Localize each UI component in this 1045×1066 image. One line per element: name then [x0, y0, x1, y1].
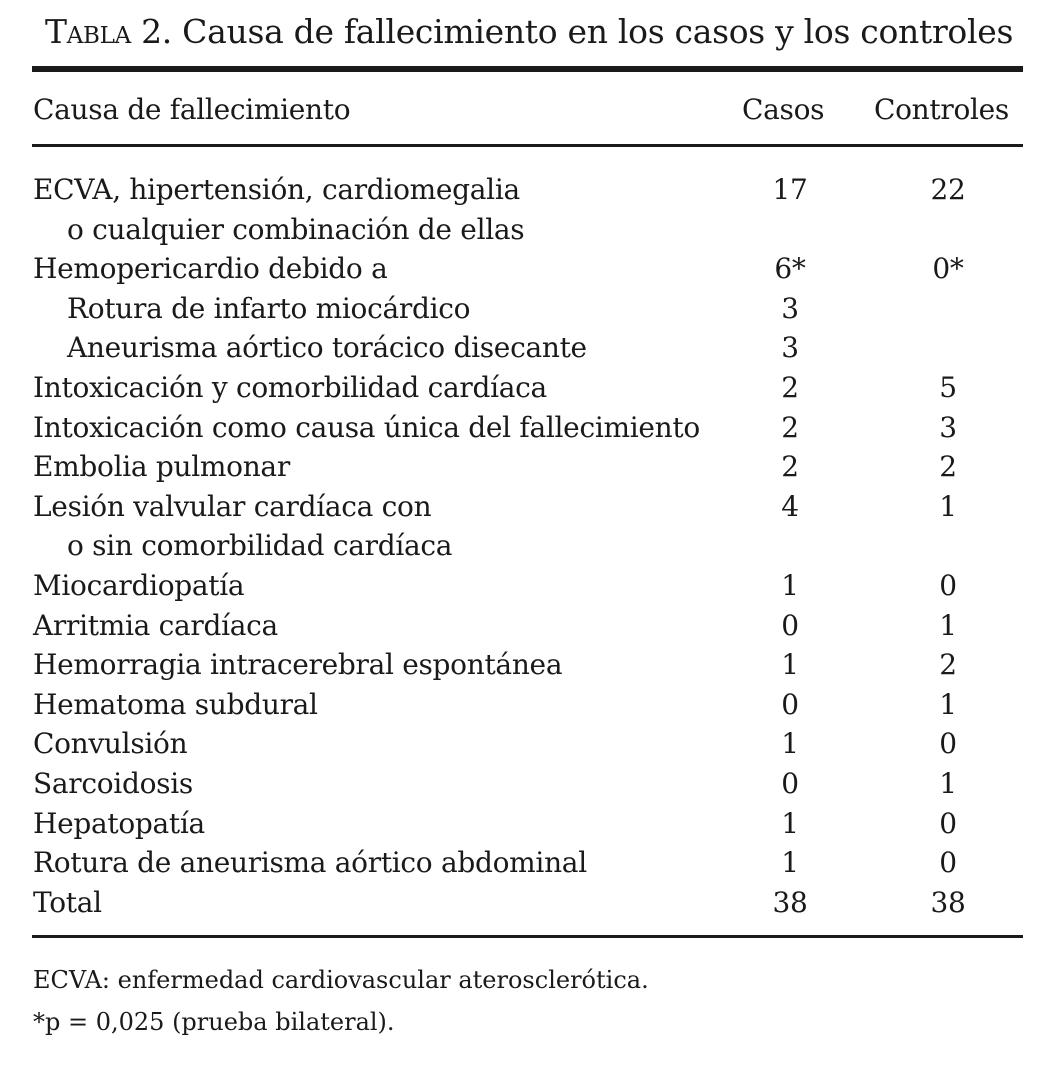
controles-value: 1: [939, 489, 957, 523]
controles-value: 1: [939, 608, 957, 642]
row-label: Convulsión: [33, 727, 188, 761]
casos-value: 1: [781, 846, 799, 880]
controles-value: 0: [939, 806, 957, 840]
casos-value: 2: [781, 370, 799, 404]
table-row: [0, 487, 1045, 527]
header-rule: [32, 144, 1023, 147]
row-label: Rotura de infarto miocárdico: [67, 291, 471, 325]
row-label: Total: [33, 885, 102, 919]
row-label: Hemorragia intracerebral espontánea: [33, 648, 563, 682]
casos-value: 6*: [774, 252, 806, 286]
table-row: [0, 843, 1045, 883]
casos-value: 1: [781, 806, 799, 840]
row-label: Rotura de aneurisma aórtico abdominal: [33, 846, 587, 880]
controles-value: 38: [930, 885, 966, 919]
controles-value: 5: [939, 370, 957, 404]
controles-value: 3: [939, 410, 957, 444]
casos-value: 0: [781, 687, 799, 721]
table-row: [0, 685, 1045, 725]
controles-value: 1: [939, 687, 957, 721]
table-row: [0, 368, 1045, 408]
table-row: [0, 566, 1045, 606]
table-body: [0, 170, 1045, 922]
casos-value: 4: [781, 489, 799, 523]
row-label: Sarcoidosis: [33, 766, 193, 800]
row-label: Hematoma subdural: [33, 687, 318, 721]
bottom-rule: [32, 935, 1023, 938]
table-row: [0, 804, 1045, 844]
table-row: [0, 883, 1045, 923]
casos-value: 1: [781, 727, 799, 761]
casos-value: 0: [781, 766, 799, 800]
table-row: [0, 328, 1045, 368]
table-row: [0, 645, 1045, 685]
casos-value: 2: [781, 450, 799, 484]
table-number: Tabla 2.: [45, 12, 172, 51]
row-label: Miocardiopatía: [33, 568, 245, 602]
column-header-casos: Casos: [742, 93, 825, 126]
table-row: [0, 170, 1045, 210]
table-row: [0, 210, 1045, 250]
row-label: Hepatopatía: [33, 806, 205, 840]
casos-value: 3: [781, 331, 799, 365]
row-label: o cualquier combinación de ellas: [67, 212, 525, 246]
casos-value: 3: [781, 291, 799, 325]
controles-value: 0: [939, 568, 957, 602]
controles-value: 0*: [932, 252, 964, 286]
footnote-pvalue: *p = 0,025 (prueba bilateral).: [33, 1008, 395, 1036]
row-label: Lesión valvular cardíaca con: [33, 489, 432, 523]
controles-value: 2: [939, 648, 957, 682]
casos-value: 1: [781, 648, 799, 682]
table-row: [0, 526, 1045, 566]
controles-value: 0: [939, 846, 957, 880]
casos-value: 0: [781, 608, 799, 642]
table-row: [0, 249, 1045, 289]
table-caption: Causa de fallecimiento en los casos y los controles: [171, 12, 1014, 51]
top-rule: [32, 66, 1023, 72]
casos-value: 38: [772, 885, 808, 919]
table-row: [0, 764, 1045, 804]
controles-value: 0: [939, 727, 957, 761]
column-header-cause: Causa de fallecimiento: [33, 93, 351, 126]
footnote-abbreviation: ECVA: enfermedad cardiovascular aterosclerótica.: [33, 966, 649, 994]
casos-value: 1: [781, 568, 799, 602]
table-row: [0, 724, 1045, 764]
row-label: Aneurisma aórtico torácico disecante: [67, 331, 587, 365]
table-row: [0, 447, 1045, 487]
row-label: Arritmia cardíaca: [33, 608, 278, 642]
row-label: ECVA, hipertensión, cardiomegalia: [33, 173, 520, 206]
row-label: Embolia pulmonar: [33, 450, 290, 484]
table-row: [0, 408, 1045, 448]
controles-value: 1: [939, 766, 957, 800]
controles-value: 2: [939, 450, 957, 484]
table-row: [0, 289, 1045, 329]
table-title: [45, 10, 1013, 54]
table-row: [0, 606, 1045, 646]
row-label: Intoxicación y comorbilidad cardíaca: [33, 370, 547, 404]
casos-value: 2: [781, 410, 799, 444]
row-label: Hemopericardio debido a: [33, 252, 388, 286]
casos-value: 17: [772, 173, 808, 206]
row-label: Intoxicación como causa única del fallecimiento: [33, 410, 700, 444]
column-header-controles: Controles: [874, 93, 1010, 126]
controles-value: 22: [930, 173, 966, 206]
row-label: o sin comorbilidad cardíaca: [67, 529, 453, 563]
